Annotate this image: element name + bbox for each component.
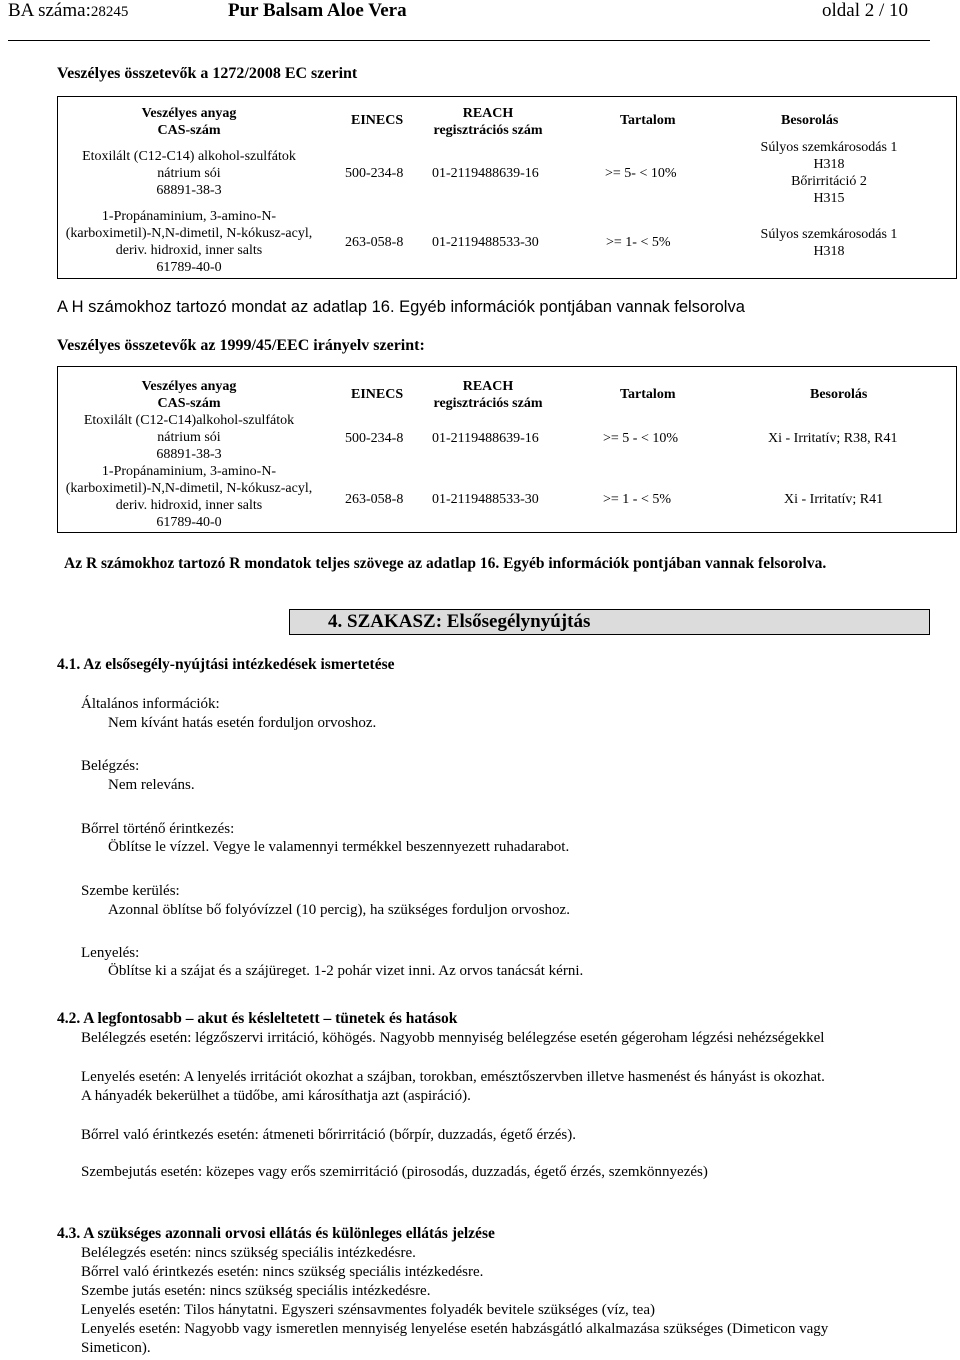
r-phrases-note: Az R számokhoz tartozó R mondatok teljes szövege az adatlap 16. Egyéb információk pontjában vannak felsorolva. [64,555,827,572]
section-4-2-title: 4.2. A legfontosabb – akut és késleltetett – tünetek és hatások [57,1010,458,1027]
table1-header-content: Tartalom [620,113,676,128]
table2-row1-classification: Xi - Irritatív; R38, R41 [768,431,898,446]
section-4-title: 4. SZAKASZ: Elsősegélynyújtás [328,611,591,632]
table2-header-reach [428,378,548,412]
treatment-line-5: Lenyelés esetén: Nagyobb vagy ismeretlen mennyiség lenyelése esetén habzásgátló alkalmazása szükséges (Dimeticon vagy [81,1321,829,1337]
h-statements-note: A H számokhoz tartozó mondat az adatlap 16. Egyéb információk pontjában vannak felsorolva [57,298,745,316]
table2-row1-name [58,412,320,463]
treatment-line-4: Lenyelés esetén: Tilos hánytatni. Egyszeri szénsavmentes folyadék bevitele szükséges (víz, tea) [81,1302,655,1318]
table1-row2-reach: 01-2119488533-30 [432,235,539,250]
document-number-value: 28245 [90,4,129,20]
inhalation-text: Nem releváns. [108,777,195,793]
table2-row1-einecs: 500-234-8 [345,431,404,446]
table2-header-content: Tartalom [620,387,676,402]
table2-row2-name-line1: 1-Propánaminium, 3-amino-N- [101,464,277,479]
table1-header-substance-line1: Veszélyes anyag [141,106,237,121]
table1-row2-name-line1: 1-Propánaminium, 3-amino-N- [101,209,277,224]
table1-row1-cas: 68891-38-3 [156,183,222,198]
table1-title: Veszélyes összetevők a 1272/2008 EC szerint [57,65,358,82]
ingredients-table-dpd [57,366,957,533]
table2-title: Veszélyes összetevők az 1999/45/EEC irányelv szerint: [57,337,425,354]
table1-row1-name-line1: Etoxilált (C12-C14) alkohol-szulfátok [82,149,296,164]
treatment-line-2: Bőrrel való érintkezés esetén: nincs szükség speciális intézkedésre. [81,1264,484,1280]
table2-header-classification: Besorolás [810,387,868,402]
table2-header-substance [58,378,320,412]
symptoms-ingestion-line1: Lenyelés esetén: A lenyelés irritációt okozhat a szájban, torokban, emésztőszervben illetve hasmenést és hányást is okozhat. [81,1069,825,1085]
document-number [8,0,128,22]
document-number-label: BA száma: [8,0,91,21]
table1-row2-class-line2: H318 [813,244,845,259]
table1-row2-cas: 61789-40-0 [156,260,222,275]
table1-row1-content: >= 5- < 10% [605,166,677,181]
table1-row1-reach: 01-2119488639-16 [432,166,539,181]
treatment-line-3: Szembe jutás esetén: nincs szükség speciális intézkedésre. [81,1283,431,1299]
table1-row1-name [58,148,320,199]
table2-row2-name-line3: deriv. hidroxid, inner salts [115,498,263,513]
table2-row2-content: >= 1 - < 5% [603,492,672,507]
table1-row2-name-line2: (karboximetil)-N,N-dimetil, N-kókusz-acyl, [65,226,313,241]
treatment-line-6: Simeticon). [81,1340,151,1356]
page-number: oldal 2 / 10 [822,0,909,21]
table1-row1-class-line3: Bőrirritáció 2 [791,174,867,189]
ingredients-table-clp [57,96,957,279]
table2-row2-reach: 01-2119488533-30 [432,492,539,507]
product-name: Pur Balsam Aloe Vera [228,0,407,21]
table1-header-reach-line1: REACH [462,106,514,121]
skin-contact-label: Bőrrel történő érintkezés: [81,821,235,837]
table2-row1-name-line2: nátrium sói [157,430,221,445]
table1-header-substance-line2: CAS-szám [157,123,221,138]
table2-header-reach-line1: REACH [462,379,514,394]
section-4-3-title: 4.3. A szükséges azonnali orvosi ellátás és különleges ellátás jelzése [57,1225,495,1242]
symptoms-eye: Szembejutás esetén: közepes vagy erős szemirritáció (pirosodás, duzzadás, égető érzés, szemkönnyezés) [81,1164,708,1180]
table2-header-einecs: EINECS [351,387,404,402]
skin-contact-text: Öblítse le vízzel. Vegye le valamennyi termékkel beszennyezett ruhadarabot. [108,839,570,855]
table2-row2-einecs: 263-058-8 [345,492,404,507]
ingestion-label: Lenyelés: [81,945,140,961]
section-4-1-title: 4.1. Az elsősegély-nyújtási intézkedések ismertetése [57,656,395,673]
symptoms-ingestion-line2: A hányadék bekerülhet a tüdőbe, ami károsíthatja azt (aspiráció). [81,1088,471,1104]
table1-header-classification: Besorolás [781,113,839,128]
table1-row2-classification [744,226,914,260]
ingestion-text: Öblítse ki a szájat és a szájüreget. 1-2 pohár vizet inni. Az orvos tanácsát kérni. [108,963,584,979]
eye-contact-text: Azonnal öblítse bő folyóvízzel (10 percig), ha szükséges forduljon orvoshoz. [108,902,570,918]
eye-contact-label: Szembe kerülés: [81,883,180,899]
table2-row2-name-line2: (karboximetil)-N,N-dimetil, N-kókusz-acyl, [65,481,313,496]
table1-row2-content: >= 1- < 5% [606,235,671,250]
table2-row2-cas: 61789-40-0 [156,515,222,530]
table2-row2-name [58,463,320,531]
table2-row1-content: >= 5 - < 10% [603,431,679,446]
table1-header-reach [428,105,548,139]
table2-row1-cas: 68891-38-3 [156,447,222,462]
table2-header-reach-line2: regisztrációs szám [433,396,543,411]
table1-row1-einecs: 500-234-8 [345,166,404,181]
table1-row1-name-line2: nátrium sói [157,166,221,181]
table2-row2-classification: Xi - Irritatív; R41 [784,492,884,507]
table1-header-einecs: EINECS [351,113,404,128]
table2-row1-reach: 01-2119488639-16 [432,431,539,446]
general-info-text: Nem kívánt hatás esetén forduljon orvoshoz. [108,715,377,731]
inhalation-label: Belégzés: [81,758,140,774]
general-info-label: Általános információk: [81,696,220,712]
table1-row1-class-line4: H315 [813,191,845,206]
symptoms-skin: Bőrrel való érintkezés esetén: átmeneti bőrirritáció (bőrpír, duzzadás, égető érzés). [81,1127,577,1143]
table1-row1-class-line2: H318 [813,157,845,172]
table1-row2-class-line1: Súlyos szemkárosodás 1 [760,227,898,242]
treatment-line-1: Belélegzés esetén: nincs szükség speciális intézkedésre. [81,1245,416,1261]
table1-row1-classification [744,139,914,207]
table2-header-substance-line1: Veszélyes anyag [141,379,237,394]
table1-row1-class-line1: Súlyos szemkárosodás 1 [760,140,898,155]
table2-header-substance-line2: CAS-szám [157,396,221,411]
table1-row2-name [58,208,320,276]
symptoms-inhalation: Belélegzés esetén: légzőszervi irritáció, köhögés. Nagyobb mennyiség belélegzése esetén gégeroham légzési nehézségekkel [81,1030,825,1046]
table1-row2-einecs: 263-058-8 [345,235,404,250]
header-divider [8,40,930,41]
table1-header-substance [58,105,320,139]
table1-row2-name-line3: deriv. hidroxid, inner salts [115,243,263,258]
table1-header-reach-line2: regisztrációs szám [433,123,543,138]
table2-row1-name-line1: Etoxilált (C12-C14)alkohol-szulfátok [83,413,295,428]
